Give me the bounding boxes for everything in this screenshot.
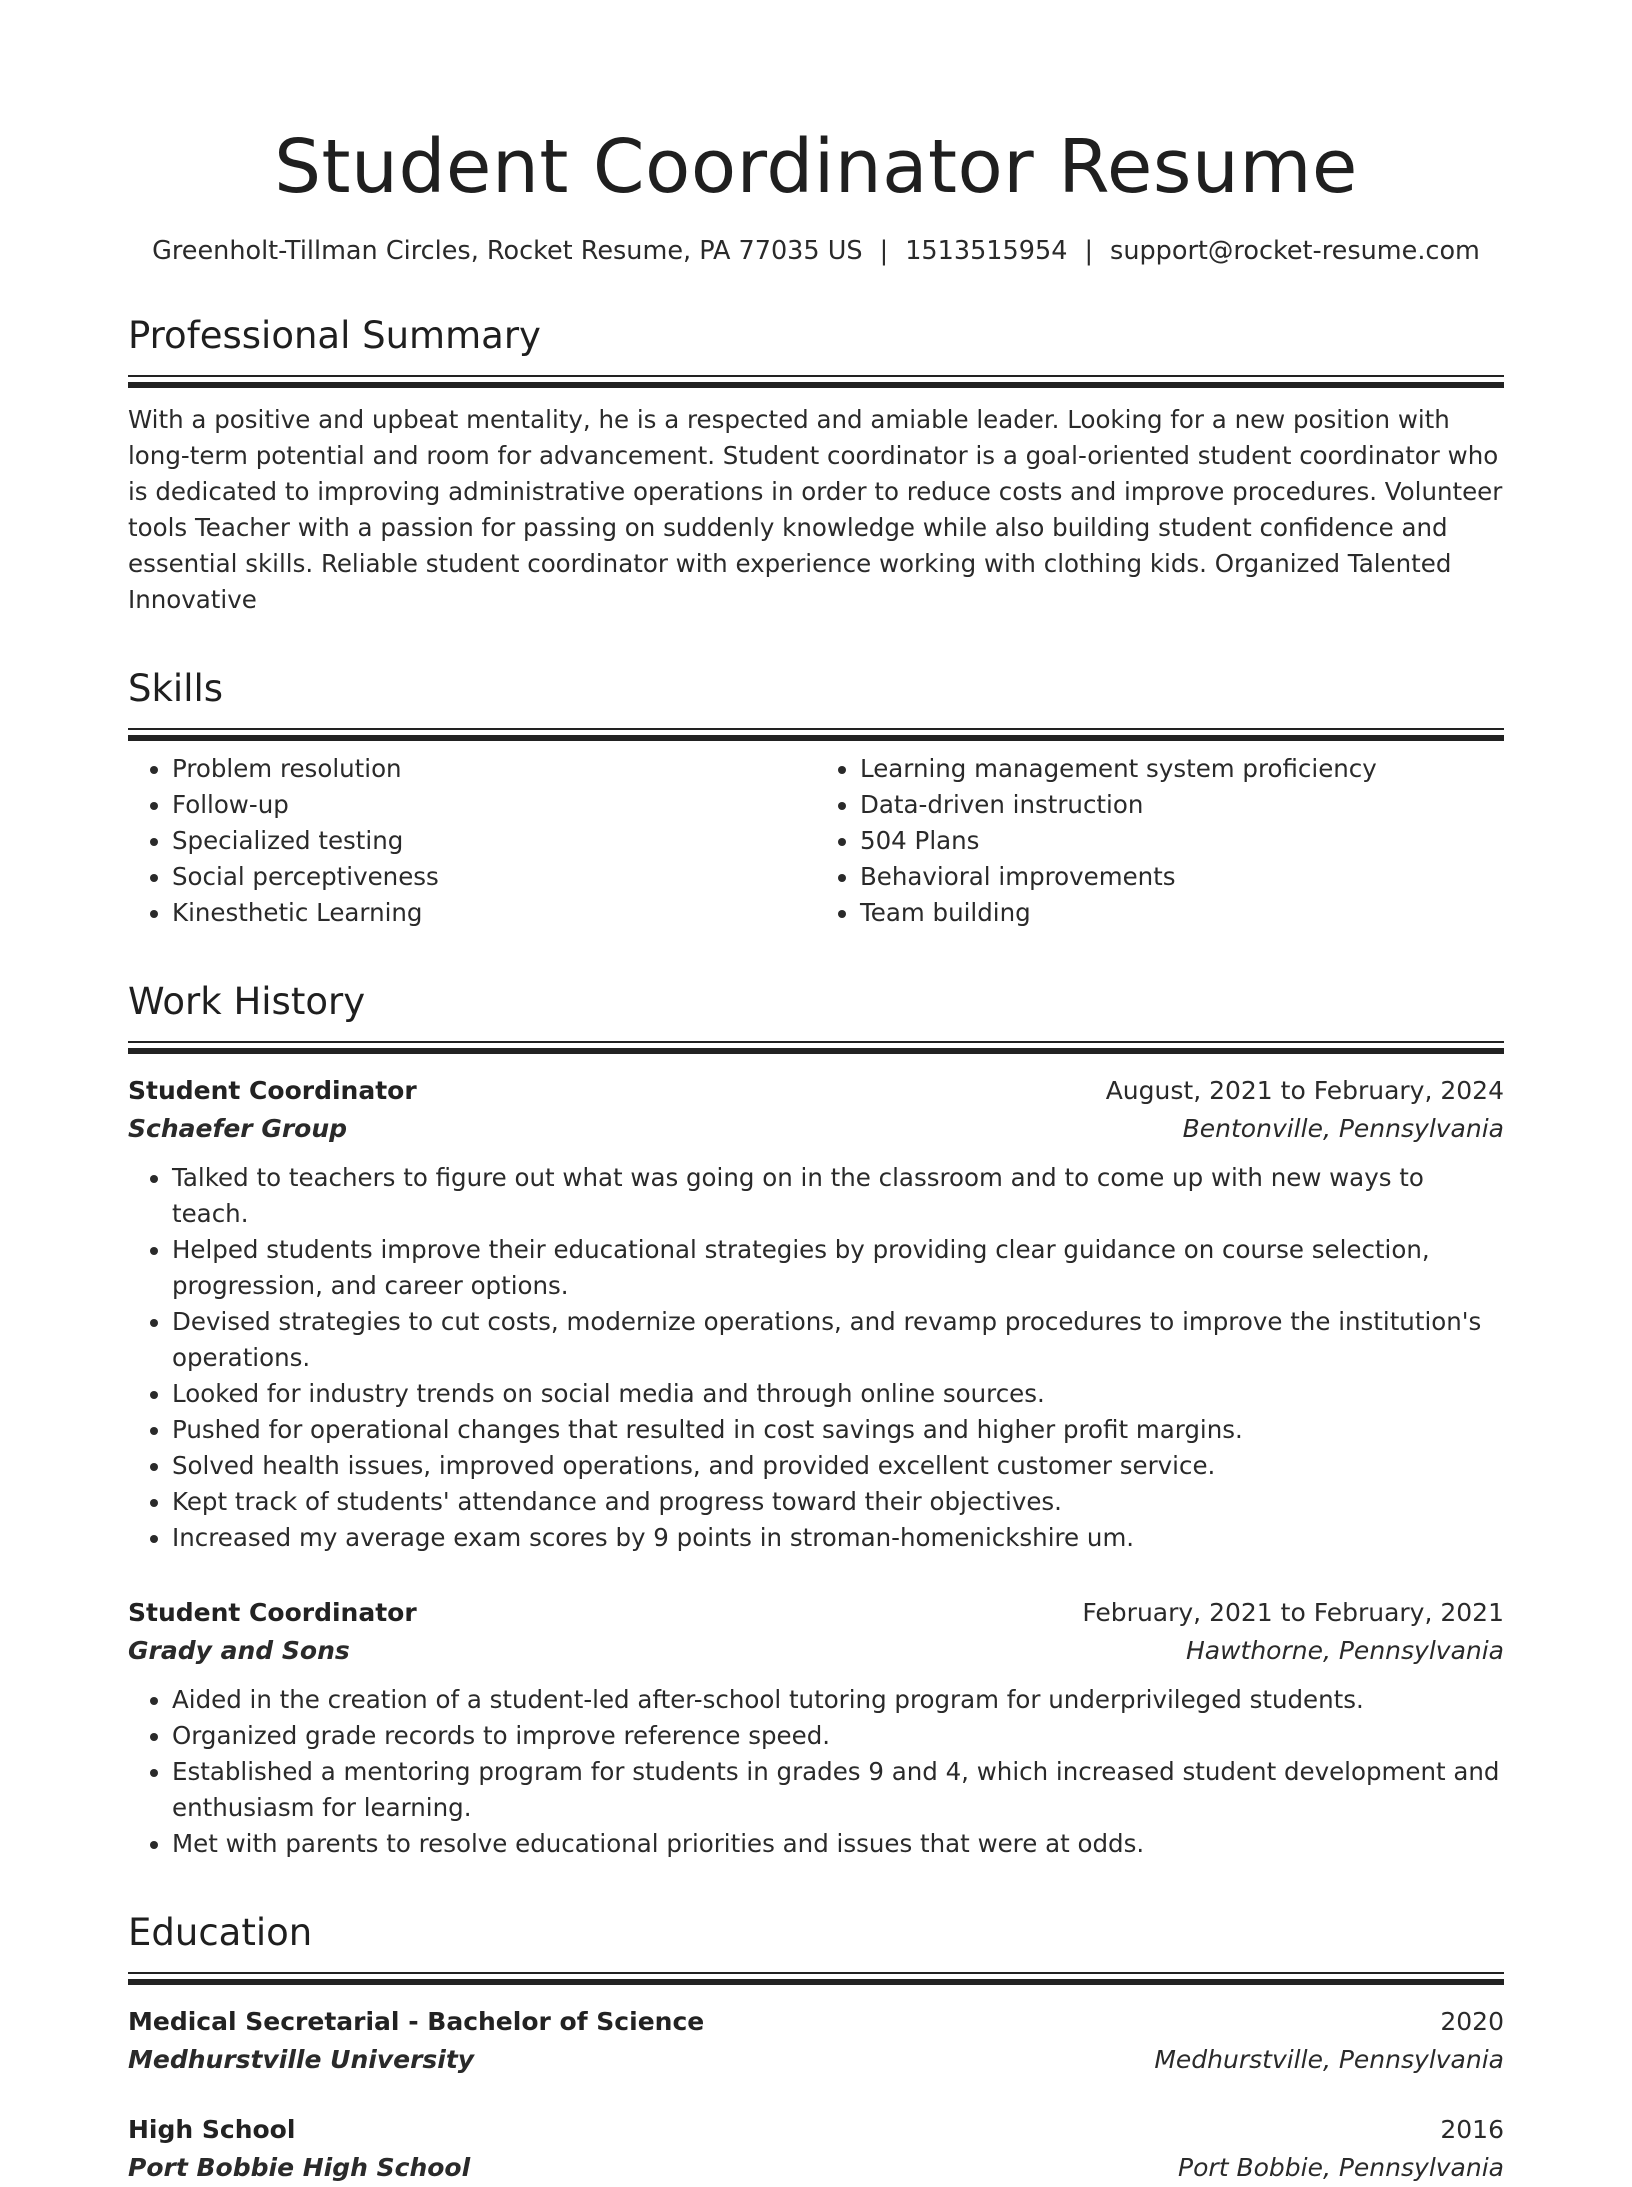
contact-line [128,236,1504,266]
education-school: Medhurstville University [128,2044,475,2074]
contact-separator: | [1084,236,1094,266]
skill-item: • Kinesthetic Learning [172,895,816,931]
section-divider [128,728,1504,730]
resume-title: Student Coordinator Resume [274,124,1358,210]
summary-text: With a positive and upbeat mentality, he is a respected and amiable leader. Looking for a new position with long-term potential and room for advancement. Student coordinator is a goal-oriented student coordinator who is dedicated to improving administrative operations in order to reduce costs and improve procedures. Volunteer tools Teacher with a passion for passing on suddenly knowledge while also building student confidence and essential skills. Reliable student coordinator with experience working with clothing kids. Organized Talented Innovative [128,404,1503,614]
contact-address: Greenholt-Tillman Circles, Rocket Resume, PA 77035 US [152,236,863,266]
education-location: Port Bobbie, Pennsylvania [1178,2152,1504,2182]
section-title-skills: Skills [128,666,224,710]
job-bullet: • Kept track of students' attendance and progress toward their objectives. [172,1484,1504,1520]
job-bullet: • Solved health issues, improved operations, and provided excellent customer service. [172,1448,1504,1484]
job-company-row [128,1110,1504,1148]
education-school-row [128,2149,1504,2187]
job-bullet: • Established a mentoring program for students in grades 9 and 4, which increased student development and enthusiasm for learning. [172,1754,1504,1826]
education-school: Port Bobbie High School [128,2152,471,2182]
job-company: Schaefer Group [128,1113,348,1143]
skills-list [128,751,1504,931]
work-section [128,979,1504,1862]
job-company-row [128,1632,1504,1670]
contact-separator: | [879,236,889,266]
job-header-row [128,1594,1504,1632]
job-bullet: • Talked to teachers to figure out what was going on in the classroom and to come up with new ways to teach. [172,1160,1504,1232]
job-bullet: • Devised strategies to cut costs, modernize operations, and revamp procedures to improve the institution's operations. [172,1304,1504,1376]
skill-item: • Social perceptiveness [172,859,816,895]
skill-item: • Data-driven instruction [860,787,1504,823]
job-dates: February, 2021 to February, 2021 [1082,1597,1504,1627]
education-year: 2020 [1440,2006,1504,2036]
education-entry [128,2003,1504,2079]
section-divider [128,375,1504,377]
job-bullets [128,1682,1504,1862]
job-header-row [128,1072,1504,1110]
education-degree: High School [128,2114,296,2144]
job-bullet: • Helped students improve their educational strategies by providing clear guidance on course selection, progression, and career options. [172,1232,1504,1304]
job-bullet: • Aided in the creation of a student-led after-school tutoring program for underprivileged students. [172,1682,1504,1718]
section-title-summary: Professional Summary [128,313,541,357]
contact-email: support@rocket-resume.com [1110,236,1480,266]
job-location: Hawthorne, Pennsylvania [1185,1635,1504,1665]
job-bullet: • Looked for industry trends on social media and through online sources. [172,1376,1504,1412]
education-location: Medhurstville, Pennsylvania [1154,2044,1504,2074]
section-title-education: Education [128,1910,313,1954]
skill-item: • Problem resolution [172,751,816,787]
job-entry [128,1072,1504,1556]
job-title: Student Coordinator [128,1075,417,1105]
section-divider [128,1972,1504,1974]
job-bullet: • Met with parents to resolve educational priorities and issues that were at odds. [172,1826,1504,1862]
skill-item: • Behavioral improvements [860,859,1504,895]
job-bullet: • Pushed for operational changes that resulted in cost savings and higher profit margins. [172,1412,1504,1448]
skill-item: • Team building [860,895,1504,931]
job-dates: August, 2021 to February, 2024 [1105,1075,1504,1105]
job-company: Grady and Sons [128,1635,350,1665]
job-title: Student Coordinator [128,1597,417,1627]
education-school-row [128,2041,1504,2079]
section-divider [128,1041,1504,1043]
skill-item: • Specialized testing [172,823,816,859]
skill-item: • 504 Plans [860,823,1504,859]
skills-column-left [128,751,816,931]
job-bullet: • Increased my average exam scores by 9 points in stroman-homenickshire um. [172,1520,1504,1556]
education-year: 2016 [1440,2114,1504,2144]
section-title-work: Work History [128,979,366,1023]
education-section [128,1910,1504,2187]
job-location: Bentonville, Pennsylvania [1182,1113,1504,1143]
education-degree: Medical Secretarial - Bachelor of Science [128,2006,705,2036]
education-header-row [128,2111,1504,2149]
contact-phone: 1513515954 [905,236,1068,266]
skill-item: • Learning management system proficiency [860,751,1504,787]
job-entry [128,1594,1504,1862]
skill-item: • Follow-up [172,787,816,823]
job-bullets [128,1160,1504,1556]
summary-section [128,313,1504,618]
education-header-row [128,2003,1504,2041]
skills-column-right [816,751,1504,931]
education-entry [128,2111,1504,2187]
job-bullet: • Organized grade records to improve reference speed. [172,1718,1504,1754]
skills-section [128,666,1504,931]
